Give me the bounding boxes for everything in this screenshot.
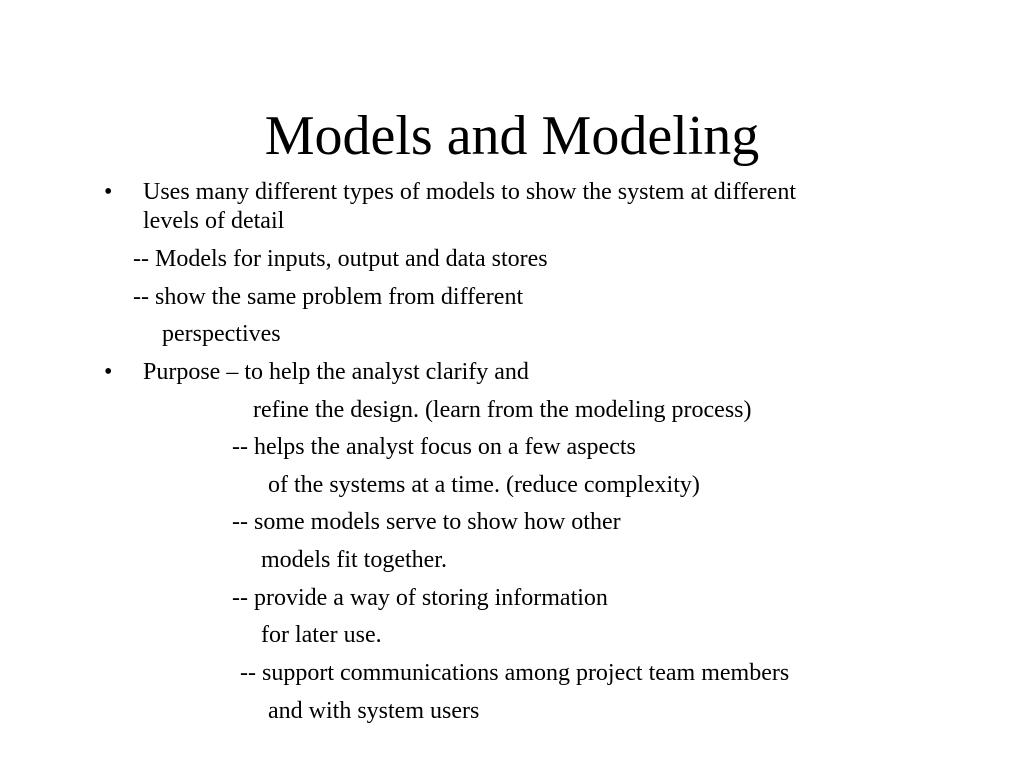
bullet2-sub1: -- helps the analyst focus on a few aspects [232,434,636,460]
bullet2-sub4-cont: and with system users [268,698,480,724]
bullet2-sub2-cont: models fit together. [261,547,447,573]
bullet1-sub1: -- Models for inputs, output and data stores [133,246,548,272]
bullet2-line2: refine the design. (learn from the modeling process) [253,397,752,423]
bullet-marker-2: • [104,359,113,385]
bullet1-line2: levels of detail [143,208,285,234]
bullet1-sub2-cont: perspectives [162,321,281,347]
bullet1-line1: Uses many different types of models to show the system at different [143,179,796,205]
bullet2-sub3: -- provide a way of storing information [232,585,608,611]
bullet2-sub4: -- support communications among project team members [240,660,790,686]
bullet2-sub3-cont: for later use. [261,622,382,648]
bullet1-sub2: -- show the same problem from different [133,284,524,310]
slide-title: Models and Modeling [264,105,760,167]
bullet2-sub2: -- some models serve to show how other [232,509,621,535]
bullet-marker-1: • [104,179,113,205]
bullet2-sub1-cont: of the systems at a time. (reduce complexity) [268,472,700,498]
bullet2-line1: Purpose – to help the analyst clarify and [143,359,529,385]
